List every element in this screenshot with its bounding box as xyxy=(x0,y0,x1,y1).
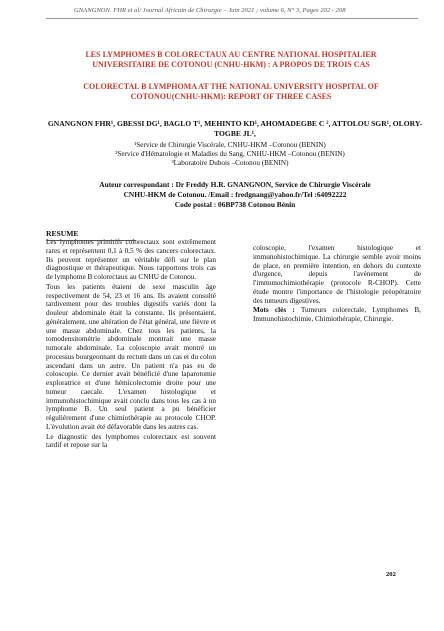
abstract-paragraph-4: coloscopie, l'examen histologique et immunohistochimique. La chirurgie semble avoir moins de place, en première intention, en dehors du contexte d'urgence, depuis l'avènement de l'immunochimiothérapie (protocole R-CHOP). Cette étude montre l'importance de l'histologie préopératoire des tumeurs digestives. xyxy=(253,244,421,305)
keywords-list: Tumeurs colorectale, Lymphomes B, Immunohistochimie, Chimiothérapie, Chirurgie. xyxy=(253,306,421,323)
affiliation-1: ¹Service de Chirurgie Viscérale, CNHU-HKM –Cotonou (BENIN) xyxy=(134,141,326,149)
title-english: COLORECTAL B LYMPHOMA AT THE NATIONAL UNIVERSITY HOSPITAL OF COTONOU(CNHU-HKM): REPORT OF THREE CASES xyxy=(83,82,379,101)
keywords-label: Mots clés : xyxy=(253,306,295,315)
corresponding-author xyxy=(44,180,426,210)
header-divider xyxy=(46,18,418,19)
abstract-heading: RESUME xyxy=(46,229,79,238)
abstract-heading-underline xyxy=(46,240,136,241)
running-head: GNANGNON. FHR et al/ Journal Africain de Chirurgie – Juin 2021 ; volume 6, N° 3, Pages 202 - 208 xyxy=(74,7,346,14)
abstract-right-column xyxy=(253,244,421,324)
corresponding-contact-line: CNHU-HKM de Cotonou. /Email : fredgnang@yahoo.fr/Tel :64092222 xyxy=(123,190,347,199)
corresponding-author-line: Auteur correspondant : Dr Freddy H.R. GNANGNON, Service de Chirurgie Viscérale xyxy=(99,180,371,189)
author-list: GNANGNON FHR¹, GBESSI DG¹, BAGLO T¹, MEHINTO KD¹, AHOMADEGBE C ², ATTOLOU SGR¹, OLORY-TOGBE JL¹, xyxy=(47,119,423,138)
affiliation-2: ²Service d'Hématologie et Maladies du Sang, CNHU-HKM –Cotonou (BENIN) xyxy=(115,150,345,158)
postal-code-line: Code postal : 06BP738 Cotonou Bénin xyxy=(174,200,296,209)
affiliation-3: ³Laboratoire Dubois –Cotonou (BENIN) xyxy=(171,159,289,167)
abstract-paragraph-3: Le diagnostic des lymphomes colorectaux est souvent tardif et repose sur la xyxy=(46,432,216,450)
abstract-paragraph-1: Les lymphomes primitifs colorectaux sont extrêmement rares et représentent 0,1 à 0,5 % des cancers colorectaux. Ils peuvent représenter un véritable défi sur le plan diagnostique et thérapeutique. Nous rapportons trois cas de lymphome B colorectaux au CNHU de Cotonou. xyxy=(46,238,216,281)
abstract-left-column xyxy=(46,229,216,450)
title-french: LES LYMPHOMES B COLORECTAUX AU CENTRE NATIONAL HOSPITALIER UNIVERSITAIRE DE COTONOU (CNHU-HKM) : A PROPOS DE TROIS CAS xyxy=(85,50,377,69)
abstract-paragraph-2: Tous les patients étaient de sexe masculin âge respectivement de 54, 23 et 16 ans. Ils avaient consulté tardivement pour des troubles digestifs variés dont la douleur abdominale était la constante. Ils présentaient, généralement, une altération de l'état général, une fièvre et une masse abdominale. Chez tous les patients, la tomodensitométrie abdominale montrait une masse tumorale abdominale. La coloscopie avait montré un processus bourgeonnant du rectum dans un cas et du colon ascendant dans un autre. Un patient n'a pas eu de coloscopie. Ce dernier avait bénéficié d'une laparotomie exploratrice et d'une hémicolectomie droite pour une tumeur caecale. L'examen histologique et immunohistochimique avait conclu dans tous les cas à un lymphome B. Un seul patient a pu bénéficier régulièrement d'une chimiothérapie au protocole CHOP. L'évolution avait été défavorable dans les autres cas. xyxy=(46,282,216,431)
page-number: 202 xyxy=(386,571,396,578)
keywords xyxy=(253,306,421,324)
